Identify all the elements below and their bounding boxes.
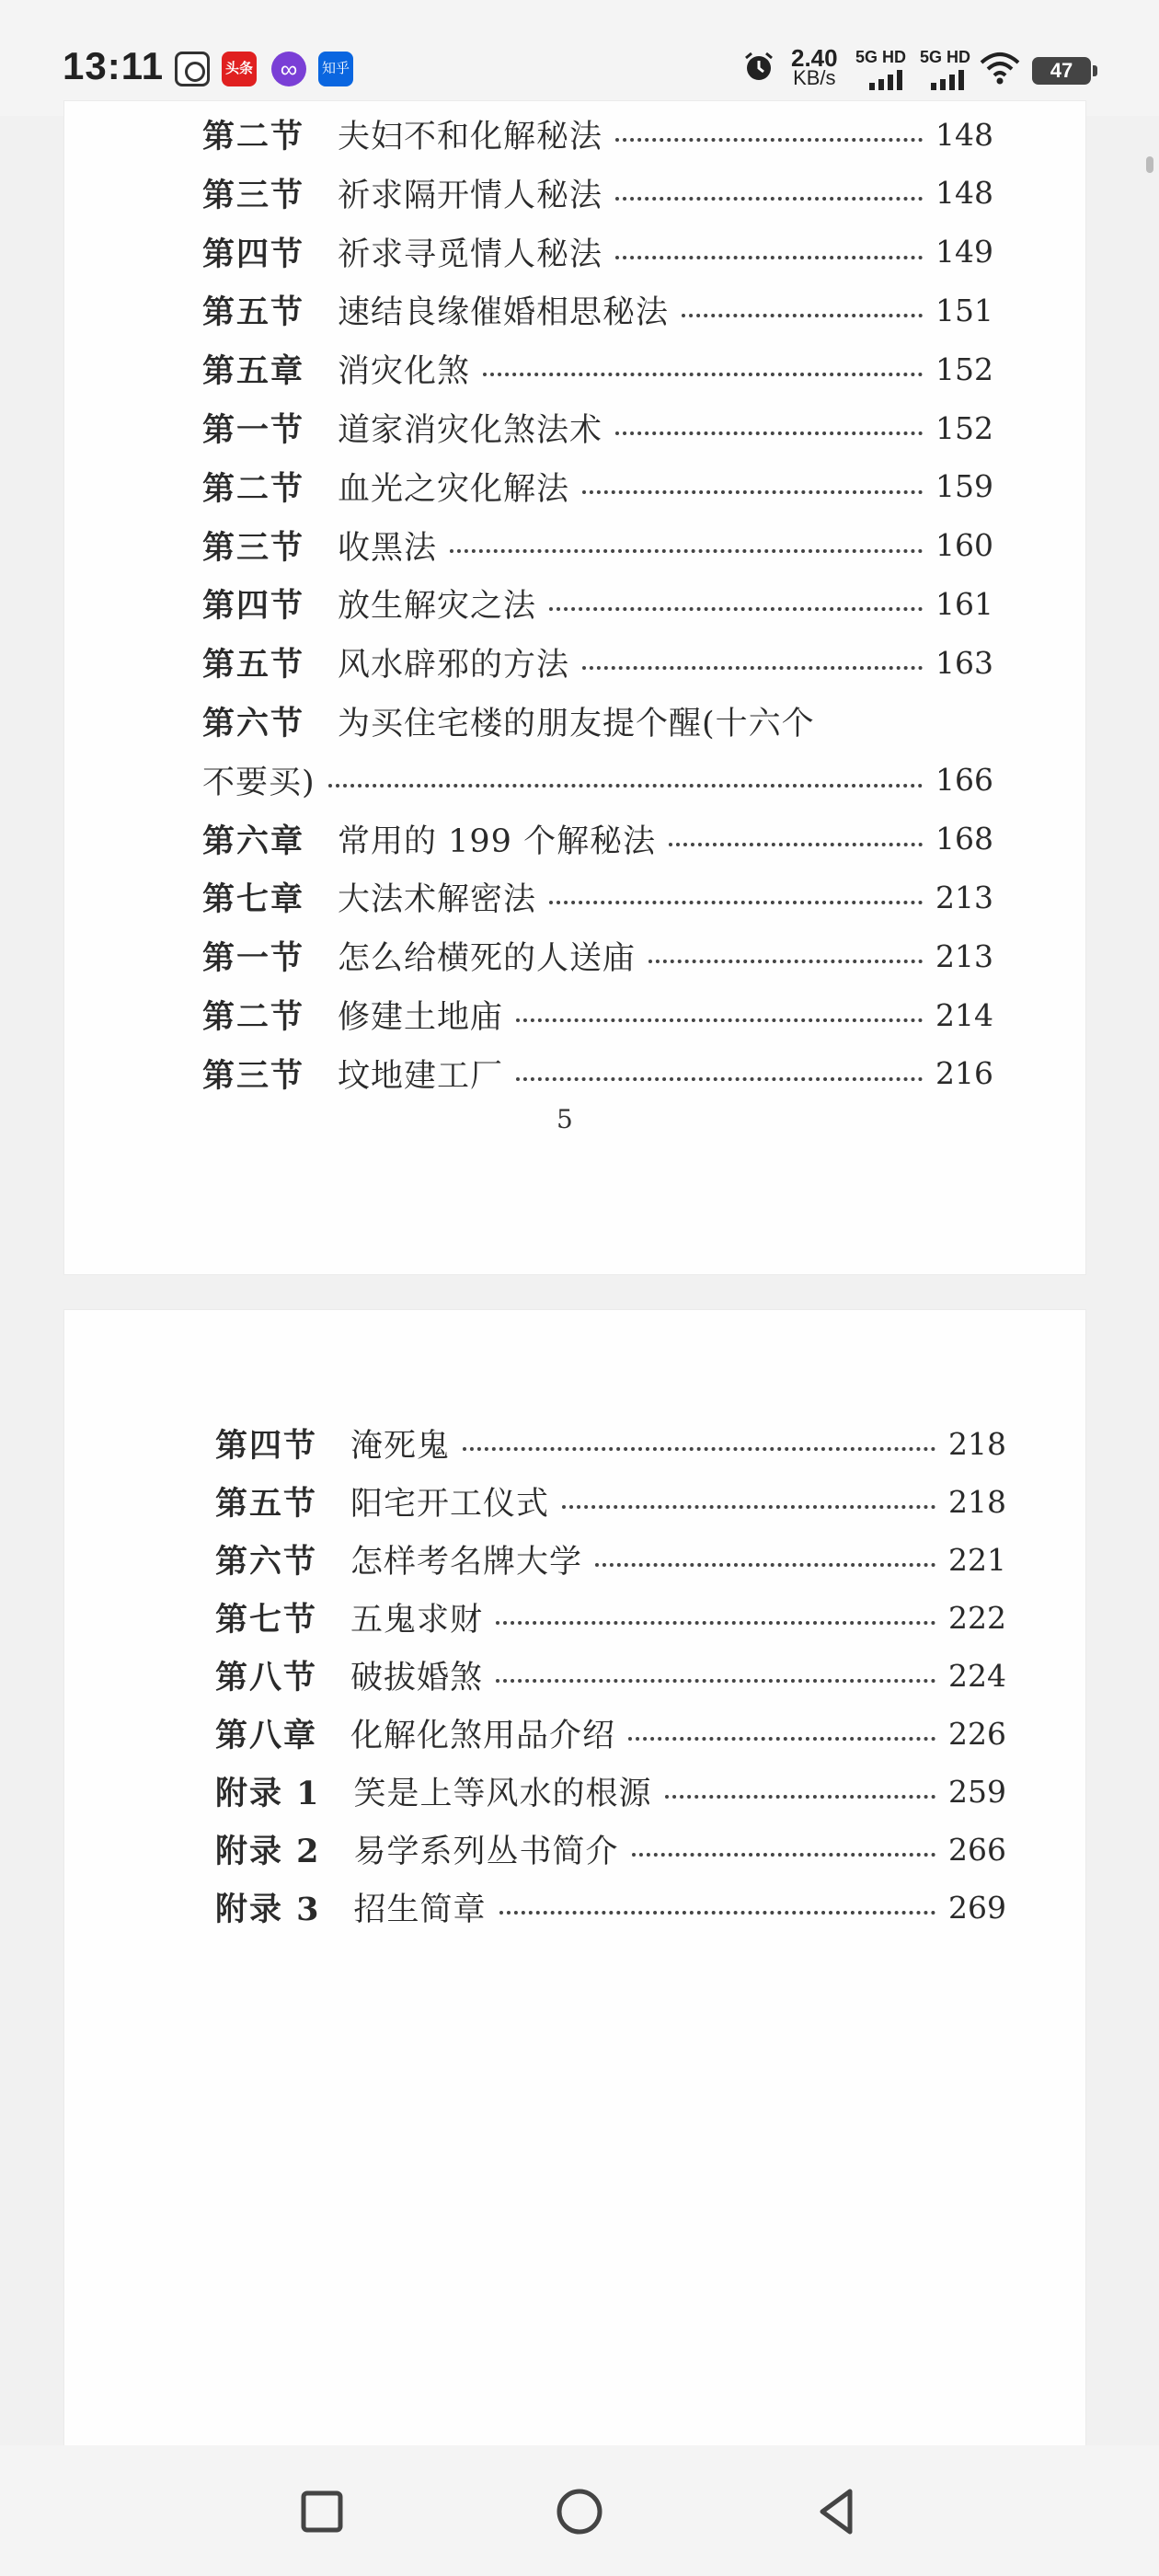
home-button[interactable] (552, 2484, 607, 2539)
toc-label: 第二节 (202, 118, 305, 155)
toc-leader-dots (463, 1447, 935, 1451)
toc-leader-dots (549, 607, 923, 611)
signal-bars-2-icon (931, 70, 968, 90)
toc-leader-dots (496, 1679, 935, 1683)
scrollbar[interactable] (1146, 156, 1153, 173)
toc-page-number: 269 (948, 1889, 1006, 1926)
toc-leader-dots (582, 490, 923, 494)
toc-row (202, 811, 993, 867)
toc-label: 第六节 (215, 1543, 318, 1581)
toc-label: 第六章 (202, 822, 305, 860)
toc-page-number: 214 (935, 996, 993, 1033)
toc-leader-dots (328, 784, 923, 788)
gallery-icon (175, 52, 210, 86)
toc-label: 第四节 (215, 1427, 318, 1465)
toc-row (215, 1648, 1006, 1703)
toc-label: 第一节 (202, 939, 305, 978)
toc-row (215, 1532, 1006, 1587)
toc-label: 第五节 (215, 1485, 318, 1523)
network-speed-value: 2.40 (791, 44, 838, 72)
toc-label: 第四节 (202, 235, 305, 273)
toc-page-number: 266 (948, 1831, 1006, 1868)
navigation-bar (0, 2445, 1159, 2576)
toc-leader-dots (615, 431, 923, 435)
toc-row (202, 341, 993, 397)
toc-row (202, 753, 993, 808)
toc-label: 第二节 (202, 998, 305, 1036)
toc-leader-dots (549, 901, 923, 904)
zhihu-icon: 知乎 (318, 52, 353, 86)
toc-title: 夫妇不和化解秘法 (338, 119, 603, 155)
toc-label: 第一节 (202, 411, 305, 449)
toc-leader-dots (682, 314, 923, 317)
toc-label: 附录 1 (215, 1775, 321, 1812)
network-label-2: 5G HD (920, 48, 971, 66)
toc-row (215, 1822, 1006, 1877)
toc-page-number: 159 (935, 468, 993, 505)
toc-row (202, 576, 993, 631)
toc-title: 风水辟邪的方法 (338, 647, 570, 684)
toc-page-number: 161 (935, 585, 993, 622)
toc-title: 大法术解密法 (338, 881, 537, 919)
toc-page-number: 163 (935, 644, 993, 681)
toc-label: 第五节 (202, 646, 305, 684)
toc-title: 收黑法 (338, 529, 438, 567)
toc-label: 第三节 (202, 1056, 305, 1095)
toc-page-number: 148 (935, 116, 993, 153)
toc-leader-dots (615, 138, 923, 142)
toc-label: 第五章 (202, 352, 305, 391)
toc-page-number: 152 (935, 409, 993, 446)
toc-leader-dots (665, 1795, 935, 1799)
toc-page-number: 152 (935, 351, 993, 387)
toc-label: 第三节 (202, 176, 305, 214)
toc-label: 第八节 (215, 1659, 318, 1696)
toc-title: 怎么给横死的人送庙 (338, 940, 637, 978)
toc-row (202, 459, 993, 514)
toc-leader-dots (582, 666, 923, 670)
toc-row (215, 1474, 1006, 1529)
toc-page-number: 166 (935, 762, 993, 799)
toc-page-number: 259 (948, 1773, 1006, 1810)
toc-page-number: 218 (948, 1425, 1006, 1462)
toc-page-number: 216 (935, 1055, 993, 1092)
toc-row (202, 1046, 993, 1101)
status-time: 13:11 (63, 44, 165, 87)
toc-page-number: 149 (935, 234, 993, 270)
toc-leader-dots (628, 1737, 935, 1741)
link-icon (271, 52, 306, 86)
status-bar (0, 0, 1159, 116)
toc-leader-dots (648, 960, 923, 963)
toc-row (202, 166, 993, 221)
page-number: 5 (557, 1104, 573, 1134)
toc-leader-dots (595, 1563, 935, 1567)
wifi-icon (980, 52, 1020, 85)
toc-row (215, 1880, 1006, 1935)
battery-indicator: 47 (1032, 57, 1091, 85)
toc-title: 放生解灾之法 (338, 588, 537, 626)
toc-row (215, 1764, 1006, 1819)
toc-page-number: 224 (948, 1657, 1006, 1694)
toc-row (202, 518, 993, 573)
toc-row (202, 987, 993, 1042)
toc-row (202, 282, 993, 338)
toc-title: 五鬼求财 (350, 1602, 484, 1639)
toc-leader-dots (669, 843, 923, 846)
toc-label: 第三节 (202, 528, 305, 567)
toutiao-icon: 头条 (222, 52, 257, 86)
toc-title: 血光之灾化解法 (338, 470, 570, 508)
toc-title: 修建土地庙 (338, 999, 504, 1036)
document-page-1 (64, 101, 1085, 1274)
toc-title: 化解化煞用品介绍 (350, 1718, 616, 1754)
toc-leader-dots (499, 1911, 935, 1915)
toc-title: 不要买) (202, 764, 316, 801)
toc-page-number: 226 (948, 1715, 1006, 1752)
toc-page-number: 218 (948, 1483, 1006, 1520)
toc-page-number: 213 (935, 937, 993, 974)
toc-leader-dots (562, 1505, 935, 1509)
toc-page-number: 151 (935, 292, 993, 328)
toc-leader-dots (516, 1077, 923, 1081)
toc-title: 祈求寻觅情人秘法 (338, 236, 603, 273)
toc-page-number: 221 (948, 1541, 1006, 1578)
toc-leader-dots (615, 197, 923, 201)
toc-row (202, 224, 993, 280)
toc-title: 消灾化煞 (338, 353, 471, 391)
toc-label: 第七章 (202, 880, 305, 919)
toc-title: 易学系列丛书简介 (353, 1834, 619, 1870)
toc-leader-dots (632, 1853, 935, 1857)
toc-title: 笑是上等风水的根源 (353, 1776, 652, 1812)
toc-label: 附录 2 (215, 1833, 321, 1870)
toc-row (215, 1706, 1006, 1761)
toc-page-number: 222 (948, 1599, 1006, 1636)
toc-row (202, 635, 993, 690)
toc-title: 破拔婚煞 (350, 1660, 484, 1696)
toc-title: 祈求隔开情人秘法 (338, 177, 603, 214)
toc-page-number: 148 (935, 175, 993, 212)
toc-row (202, 694, 993, 749)
network-speed (791, 44, 838, 89)
toc-label: 第二节 (202, 469, 305, 508)
toc-leader-dots (496, 1621, 935, 1625)
toc-title: 招生简章 (353, 1892, 487, 1928)
document-page-2 (64, 1310, 1085, 2451)
network-speed-unit: KB/s (793, 66, 836, 89)
toc-title: 淹死鬼 (350, 1428, 451, 1465)
toc-title: 阳宅开工仪式 (350, 1486, 550, 1523)
back-button[interactable] (809, 2484, 865, 2539)
toc-page-number: 160 (935, 527, 993, 564)
toc-row (202, 107, 993, 162)
toc-title: 道家消灾化煞法术 (338, 412, 603, 449)
network-label-1: 5G HD (855, 48, 907, 66)
toc-label: 第六节 (202, 705, 305, 742)
toc-leader-dots (516, 1018, 923, 1022)
toc-title: 怎样考名牌大学 (350, 1544, 583, 1581)
alarm-icon (743, 52, 775, 83)
toc-row (215, 1416, 1006, 1471)
toc-leader-dots (483, 373, 923, 376)
signal-bars-1-icon (869, 70, 906, 90)
recents-button[interactable] (294, 2484, 350, 2539)
toc-label: 第七节 (215, 1601, 318, 1639)
toc-leader-dots (450, 549, 923, 553)
toc-leader-dots (615, 256, 923, 259)
toc-label: 第八章 (215, 1717, 318, 1754)
toc-label: 附录 3 (215, 1891, 321, 1928)
toc-label: 第四节 (202, 587, 305, 626)
toc-page-number: 168 (935, 821, 993, 857)
toc-row (202, 928, 993, 983)
toc-row (202, 400, 993, 455)
toc-row (202, 869, 993, 925)
toc-page-number: 213 (935, 879, 993, 915)
toc-title: 坟地建工厂 (338, 1057, 504, 1095)
toc-row (215, 1590, 1006, 1645)
toc-title: 为买住宅楼的朋友提个醒(十六个 (338, 706, 815, 742)
toc-title: 常用的 199 个解秘法 (338, 822, 657, 860)
toc-label: 第五节 (202, 293, 305, 332)
toc-title: 速结良缘催婚相思秘法 (338, 294, 670, 332)
